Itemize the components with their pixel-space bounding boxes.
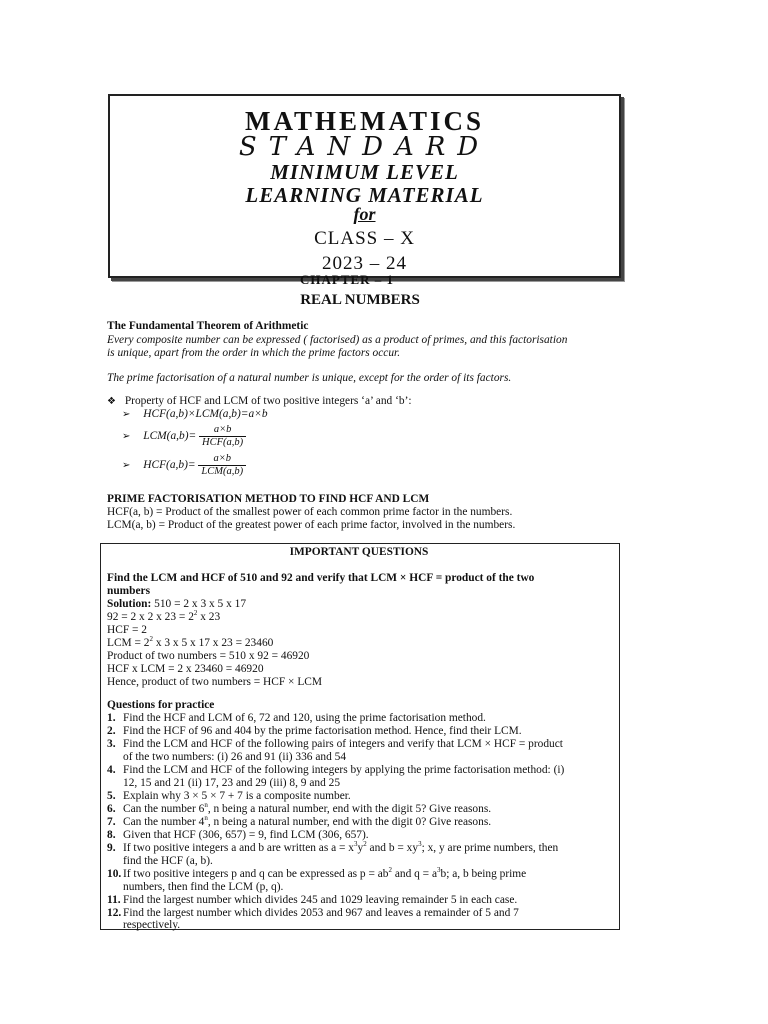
sol-lcm-sup: 2 <box>149 635 153 644</box>
formula-3 <box>122 453 246 478</box>
arrow-bullet-icon: ➢ <box>122 460 131 471</box>
solution-hcf-x-lcm: HCF x LCM = 2 x 23460 = 46920 <box>107 663 264 675</box>
q2-number: 2. <box>107 725 116 737</box>
pf-hcf-line: HCF(a, b) = Product of the smallest power of each common prime factor in the numbers. <box>107 506 513 518</box>
q10-text-c: b; a, b being prime <box>440 868 527 880</box>
diamond-bullet-icon: ❖ <box>107 396 116 407</box>
cover-learning-material: LEARNING MATERIAL <box>245 183 484 207</box>
solution-label: Solution: <box>107 598 152 610</box>
q11-text: Find the largest number which divides 245 and 1029 leaving remainder 5 in each case. <box>123 894 518 906</box>
q3-number: 3. <box>107 738 116 750</box>
q6-sup: n <box>204 801 208 810</box>
q8-text: Given that HCF (306, 657) = 9, find LCM (306, 657). <box>123 829 369 841</box>
formula-2-numerator: a×b <box>213 424 232 435</box>
pf-lcm-line: LCM(a, b) = Product of the greatest power of each prime factor, involved in the numbers. <box>107 519 516 531</box>
worked-question-line-1: Find the LCM and HCF of 510 and 92 and verify that LCM × HCF = product of the two <box>107 572 535 584</box>
q9-sup-1: 3 <box>354 840 358 849</box>
arrow-bullet-icon: ➢ <box>122 409 131 420</box>
solution-line-1 <box>107 598 246 611</box>
solution-product: Product of two numbers = 510 x 92 = 46920 <box>107 650 310 662</box>
sol-92-sup: 2 <box>193 609 198 618</box>
q9-number: 9. <box>107 842 116 854</box>
q6-number: 6. <box>107 803 116 815</box>
q11-number: 11. <box>107 894 121 906</box>
q12-text: Find the largest number which divides 2053 and 967 and leaves a remainder of 5 and 7 <box>123 907 519 919</box>
sol-92-b: x 23 <box>197 611 221 623</box>
cover-year: 2023 – 24 <box>322 253 407 274</box>
fta-line-1: Every composite number can be expressed ( factorised) as a product of primes, and this factorisation <box>107 334 568 346</box>
formula-2-fraction <box>199 424 246 449</box>
practice-heading: Questions for practice <box>107 699 215 711</box>
practice-question-1 <box>107 712 486 725</box>
q3-text: Find the LCM and HCF of the following pairs of integers and verify that LCM × HCF = product <box>123 738 563 750</box>
q7-number: 7. <box>107 816 116 828</box>
practice-question-8 <box>107 829 369 842</box>
q5-text: Explain why 3 × 5 × 7 + 7 is a composite number. <box>123 790 351 802</box>
formula-2 <box>122 424 246 449</box>
chapter-title: REAL NUMBERS <box>300 292 420 308</box>
q9-text-a: If two positive integers a and b are written as a = x <box>123 842 354 854</box>
solution-line-2 <box>107 611 220 624</box>
pf-method-heading: PRIME FACTORISATION METHOD TO FIND HCF AND LCM <box>107 493 430 505</box>
q9-text-d: ; x, y are prime numbers, then <box>421 842 559 854</box>
q7-text-b: , n being a natural number, end with the digit 0? Give reasons. <box>207 816 492 828</box>
q9-sup-2: 2 <box>363 840 367 849</box>
q4-text: Find the LCM and HCF of the following integers by applying the prime factorisation method: (i) <box>123 764 565 776</box>
practice-question-11 <box>107 894 517 907</box>
cover-standard: STANDARD <box>238 132 491 162</box>
sol-lcm-a: LCM = 2 <box>107 637 150 649</box>
cover-for: for <box>353 204 376 224</box>
solution-first: 510 = 2 x 3 x 5 x 17 <box>151 598 247 610</box>
practice-question-12-cont: respectively. <box>123 919 181 931</box>
q10-sup-1: 2 <box>388 866 392 875</box>
q7-sup: n <box>204 814 208 823</box>
clipped-chapter-heading: CHAPTER – 1 <box>300 272 395 287</box>
q12-number: 12. <box>107 907 122 919</box>
q9-text-b: y <box>357 842 364 854</box>
formula-2-denominator: HCF(a,b) <box>199 436 246 449</box>
formula-1-text: HCF(a,b)×LCM(a,b)=a×b <box>143 408 268 420</box>
solution-lcm <box>107 637 273 650</box>
q7-text-a: Can the number 4 <box>123 816 205 828</box>
q1-number: 1. <box>107 712 116 724</box>
q9-text-c: and b = xy <box>366 842 419 854</box>
practice-question-10-cont: numbers, then find the LCM (p, q). <box>123 881 284 893</box>
q10-number: 10. <box>107 868 122 880</box>
fta-line-2: is unique, apart from the order in which the prime factors occur. <box>107 347 401 359</box>
property-intro <box>107 395 412 408</box>
practice-question-3 <box>107 738 563 751</box>
practice-question-10 <box>107 868 526 881</box>
practice-question-6 <box>107 803 491 816</box>
practice-question-5 <box>107 790 351 803</box>
practice-question-9 <box>107 842 558 855</box>
q1-text: Find the HCF and LCM of 6, 72 and 120, using the prime factorisation method. <box>123 712 486 724</box>
cover-class: CLASS – X <box>314 228 415 249</box>
q8-number: 8. <box>107 829 116 841</box>
q10-text-b: and q = a <box>391 868 437 880</box>
fta-heading: The Fundamental Theorem of Arithmetic <box>107 320 309 332</box>
practice-question-7 <box>107 816 491 829</box>
cover-subject: MATHEMATICS <box>244 106 484 136</box>
q4-number: 4. <box>107 764 116 776</box>
formula-1 <box>122 408 268 421</box>
formula-3-lhs: HCF(a,b)= <box>143 459 196 471</box>
important-questions-title: IMPORTANT QUESTIONS <box>289 546 429 558</box>
formula-3-denominator: LCM(a,b) <box>198 465 246 478</box>
formula-2-lhs: LCM(a,b)= <box>143 430 197 442</box>
sol-92-a: 92 = 2 x 2 x 23 = 2 <box>107 611 194 623</box>
formula-3-numerator: a×b <box>213 453 232 464</box>
q6-text-b: , n being a natural number, end with the digit 5? Give reasons. <box>207 803 492 815</box>
q6-text-a: Can the number 6 <box>123 803 205 815</box>
solution-hence: Hence, product of two numbers = HCF × LCM <box>107 676 323 688</box>
worked-question-line-2: numbers <box>107 585 151 597</box>
cover-title-box <box>108 94 621 278</box>
practice-question-9-cont: find the HCF (a, b). <box>123 855 213 867</box>
sol-lcm-b: x 3 x 5 x 17 x 23 = 23460 <box>153 637 274 649</box>
solution-hcf: HCF = 2 <box>107 624 147 636</box>
formula-3-fraction <box>198 453 246 478</box>
q5-number: 5. <box>107 790 116 802</box>
property-intro-text: Property of HCF and LCM of two positive integers ‘a’ and ‘b’: <box>124 395 412 407</box>
practice-question-4 <box>107 764 564 777</box>
q9-sup-3: 3 <box>418 840 422 849</box>
fta-line-3: The prime factorisation of a natural number is unique, except for the order of its factors. <box>107 372 512 384</box>
practice-question-4-cont: 12, 15 and 21 (ii) 17, 23 and 29 (iii) 8, 9 and 25 <box>123 777 341 789</box>
q10-text-a: If two positive integers p and q can be expressed as p = ab <box>123 868 389 880</box>
cover-minimum-level: MINIMUM LEVEL <box>270 160 459 184</box>
q10-sup-2: 3 <box>437 866 441 875</box>
practice-question-2 <box>107 725 522 738</box>
practice-question-3-cont: of the two numbers: (i) 26 and 91 (ii) 336 and 54 <box>123 751 347 763</box>
arrow-bullet-icon: ➢ <box>122 431 131 442</box>
q2-text: Find the HCF of 96 and 404 by the prime factorisation method. Hence, find their LCM. <box>123 725 522 737</box>
